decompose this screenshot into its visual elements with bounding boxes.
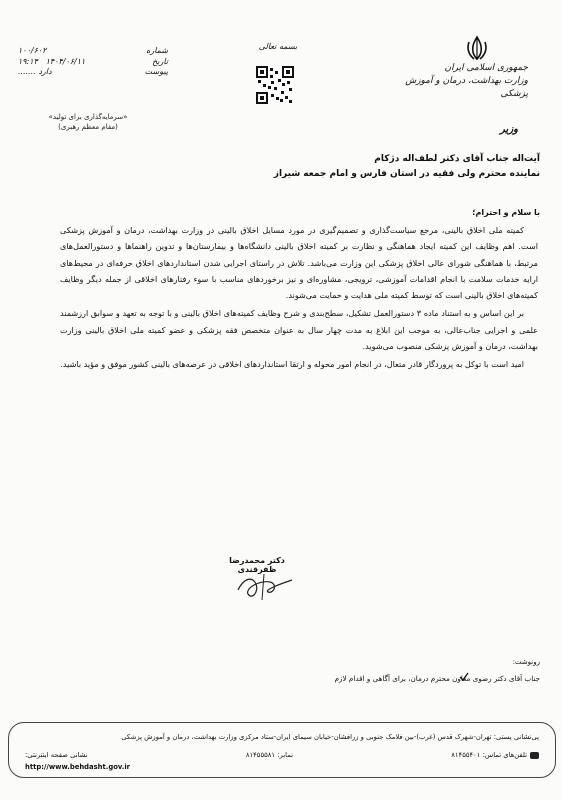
meta-attachment-row (18, 67, 168, 78)
body-paragraph-3: امید است با توکل به پروردگار قادر متعال، در انجام امور محوله و ارتقا استانداردهای اخلاقی در عرصه‌های بالینی کشور موفق و مؤید باشید. (60, 359, 524, 370)
ministry-name (388, 62, 528, 101)
attachment-value: ....... دارد (18, 67, 52, 76)
footer-phone-text: تلفن‌های تماس: ۸۱۴۵۵۴۰۱ (451, 751, 527, 759)
cc-title: رونوشت: (512, 658, 540, 666)
footer-website-link[interactable]: http://www.behdasht.gov.ir (25, 763, 131, 771)
checkmark-icon (458, 671, 470, 683)
footer-fax: نمابر: ۸۱۴۵۵۵۸۱ (245, 751, 294, 759)
time-value: ۱۹:۱۴ (18, 56, 38, 66)
meta-number-row (18, 46, 168, 57)
iran-emblem-icon (463, 34, 491, 62)
date-label: تاریخ (152, 56, 168, 66)
cc-recipient: جناب آقای دکتر رضوی معاون محترم درمان، برای آگاهی و اقدام لازم (334, 674, 540, 683)
signature-mark (230, 570, 300, 604)
attachment-label: پیوست (144, 67, 168, 76)
recipient-address (230, 152, 540, 182)
footer-contact-row (25, 751, 539, 759)
letter-body (60, 222, 538, 375)
slogan (38, 112, 138, 132)
office-title: وزیر (500, 124, 518, 135)
ministry-line-1: جمهوری اسلامی ایران (444, 63, 528, 73)
letter-meta (18, 46, 168, 78)
letter-footer (8, 722, 556, 778)
recipient-line-1: آیت‌اله جناب آقای دکتر لطف‌اله دژکام (374, 154, 540, 164)
greeting: با سلام و احترام؛ (472, 208, 540, 217)
date-value (18, 57, 128, 68)
signatory-name: دکتر محمدرضا ظفرقندی (229, 556, 285, 574)
number-label: شماره (146, 46, 168, 55)
number-value: ۱۰۰/۶۰۲ (18, 46, 47, 55)
footer-phone (451, 751, 539, 759)
bismillah: بسمه تعالی (258, 42, 298, 51)
qr-code-icon (256, 66, 294, 104)
body-paragraph-2: بر این اساس و به استناد ماده ۳ دستورالعمل تشکیل، سطح‌بندی و شرح وظایف کمیته‌های اخلاق بالینی و با توجه به تعهد و سوابق ارزشمند علمی و اجرایی جناب‌عالی، به موجب این ابلاغ به مدت چهار سال به عنوان متخصص فقه پزشکی و عضو کمیته ملی اخلاق بالینی وزارت بهداشت، درمان و آموزش پزشکی منصوب می‌شوید. (60, 308, 538, 352)
recipient-line-2: نماینده محترم ولی فقیه در استان فارس و امام جمعه شیراز (273, 169, 540, 179)
slogan-line-1: «سرمایه‌گذاری برای تولید» (48, 113, 128, 121)
ministry-line-2: وزارت بهداشت، درمان و آموزش پزشکی (405, 76, 528, 99)
body-paragraph-1: کمیته ملی اخلاق بالینی، مرجع سیاست‌گذاری و تصمیم‌گیری در مورد مسایل اخلاق بالینی در وزارت بهداشت، درمان و آموزش پزشکی است. اهم وظایف این کمیته ایجاد هماهنگی و نظارت بر کمیته اخلاق بالینی دانشگاه‌ها و بیمارستان‌ها و تدوین راهنماها و دستورالعمل‌های مرتبط، با هماهنگی شورای عالی اخلاق پزشکی این وزارت می‌باشد. تلاش در راستای اجرایی شدن استانداردهای اخلاق حرفه‌ای در محیط‌های ارایه خدمات سلامت با انجام اقدامات آموزشی، ترویجی، مشاوره‌ای و نیز برخوردهای مناسب با سوء رفتارهای اخلاقی از جمله دیگر وظایف کمیته‌های اخلاق بالینی است که توسط کمیته ملی هدایت و حمایت می‌شوند. (60, 225, 538, 301)
footer-website-row (25, 763, 539, 771)
phone-icon (530, 752, 539, 759)
meta-date-row (18, 57, 168, 68)
footer-address: پی‌نشانی پستی: تهران-شهرک قدس (غرب)-بین فلامک جنوبی و زرافشان-خیابان سیمای ایران-ستاد مرکزی وزارت بهداشت، درمان و آموزش پزشکی (121, 733, 539, 741)
footer-website-label: نشانی صفحه اینترنتی: (25, 751, 88, 759)
slogan-line-2: (مقام معظم رهبری) (58, 123, 118, 131)
date-number: ۱۴۰۴/۰۶/۱۱ (45, 56, 86, 66)
